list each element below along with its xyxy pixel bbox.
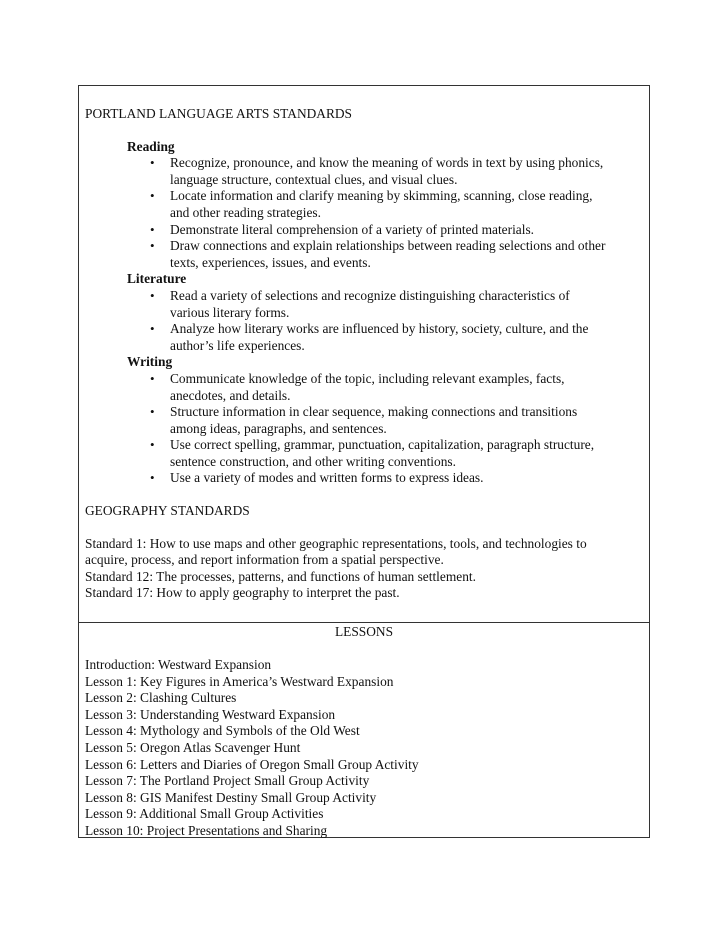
literature-heading: Literature [127, 271, 187, 287]
geography-lines [85, 536, 643, 602]
writing-section [127, 354, 643, 487]
bullet-text-line: Use a variety of modes and written forms to express ideas. [170, 470, 484, 486]
writing-heading: Writing [127, 354, 173, 370]
lesson-item: Lesson 9: Additional Small Group Activities [85, 806, 324, 822]
bullet-item [127, 470, 643, 487]
lesson-item: Lesson 2: Clashing Cultures [85, 690, 237, 706]
geography-standard-line: Standard 1: How to use maps and other geographic representations, tools, and technologies to [85, 535, 587, 551]
literature-list [127, 288, 643, 354]
bullet-text-line: texts, experiences, issues, and events. [170, 254, 371, 270]
bullet-icon: • [150, 287, 155, 303]
bullet-text-line: and other reading strategies. [170, 204, 321, 220]
lesson-item: Lesson 4: Mythology and Symbols of the Old West [85, 723, 360, 739]
lesson-item: Lesson 7: The Portland Project Small Group Activity [85, 773, 370, 789]
bullet-icon: • [150, 321, 155, 337]
bullet-icon: • [150, 470, 155, 486]
bullet-icon: • [150, 404, 155, 420]
geography-standards-title: GEOGRAPHY STANDARDS [85, 503, 250, 519]
bullet-item [127, 155, 643, 188]
bullet-text-line: anecdotes, and details. [170, 387, 291, 403]
lesson-item: Lesson 10: Project Presentations and Sharing [85, 822, 328, 838]
literature-section [127, 271, 643, 354]
bullet-item [127, 371, 643, 404]
bullet-text-line: Communicate knowledge of the topic, including relevant examples, facts, [170, 370, 565, 386]
writing-list [127, 371, 643, 487]
geography-standard-line: Standard 12: The processes, patterns, and functions of human settlement. [85, 568, 476, 584]
bullet-item [127, 437, 643, 470]
lessons-box [78, 622, 650, 838]
bullet-icon: • [150, 155, 155, 171]
reading-section [127, 139, 643, 272]
bullet-item [127, 238, 643, 271]
lesson-item: Lesson 5: Oregon Atlas Scavenger Hunt [85, 739, 301, 755]
bullet-item [127, 404, 643, 437]
lesson-item: Introduction: Westward Expansion [85, 657, 272, 672]
lesson-item: Lesson 3: Understanding Westward Expansion [85, 706, 336, 722]
bullet-icon: • [150, 238, 155, 254]
lesson-item: Lesson 6: Letters and Diaries of Oregon Small Group Activity [85, 756, 419, 772]
bullet-text-line: Locate information and clarify meaning by skimming, scanning, close reading, [170, 188, 593, 204]
bullet-text-line: Structure information in clear sequence, making connections and transitions [170, 404, 578, 420]
lesson-item: Lesson 8: GIS Manifest Destiny Small Group Activity [85, 789, 377, 805]
lessons-title: LESSONS [334, 624, 394, 639]
geography-standard-line: acquire, process, and report information from a spatial perspective. [85, 552, 444, 568]
bullet-text-line: Read a variety of selections and recognize distinguishing characteristics of [170, 287, 570, 303]
bullet-text-line: among ideas, paragraphs, and sentences. [170, 420, 387, 436]
bullet-text-line: Demonstrate literal comprehension of a variety of printed materials. [170, 221, 535, 237]
reading-list [127, 155, 643, 271]
bullet-icon: • [150, 370, 155, 386]
bullet-item [127, 288, 643, 321]
bullet-icon: • [150, 221, 155, 237]
bullet-text-line: Analyze how literary works are influenced by history, society, culture, and the [170, 321, 589, 337]
bullet-text-line: author’s life experiences. [170, 337, 305, 353]
bullet-icon: • [150, 437, 155, 453]
geography-standard-line: Standard 17: How to apply geography to interpret the past. [85, 585, 400, 601]
bullet-item [127, 222, 643, 239]
bullet-text-line: sentence construction, and other writing conventions. [170, 453, 456, 469]
bullet-text-line: various literary forms. [170, 304, 290, 320]
lessons-list [85, 657, 643, 840]
standards-box [78, 85, 650, 623]
bullet-text-line: language structure, contextual clues, and visual clues. [170, 171, 458, 187]
bullet-item [127, 188, 643, 221]
bullet-text-line: Draw connections and explain relationships between reading selections and other [170, 238, 606, 254]
bullet-text-line: Use correct spelling, grammar, punctuation, capitalization, paragraph structure, [170, 437, 595, 453]
lesson-item: Lesson 1: Key Figures in America’s Westward Expansion [85, 673, 394, 689]
bullet-item [127, 321, 643, 354]
reading-heading: Reading [127, 138, 175, 154]
bullet-icon: • [150, 188, 155, 204]
bullet-text-line: Recognize, pronounce, and know the meaning of words in text by using phonics, [170, 155, 604, 171]
portland-standards-title: PORTLAND LANGUAGE ARTS STANDARDS [85, 106, 353, 121]
